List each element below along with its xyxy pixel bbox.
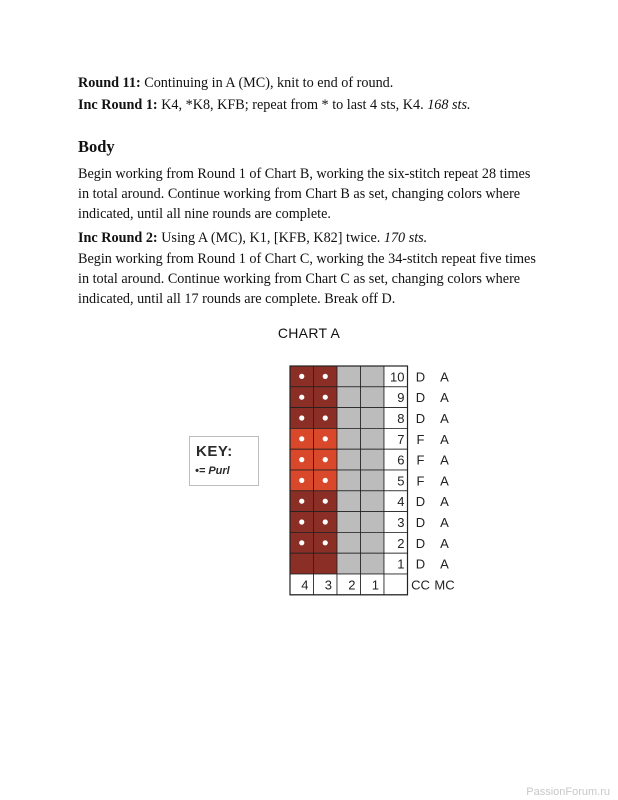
purl-dot (323, 519, 328, 524)
stitch-number-label: 3 (324, 577, 332, 593)
row-number-label: 1 (397, 556, 405, 572)
stitch-number-label: 1 (371, 577, 379, 593)
mc-header: MC (434, 577, 455, 593)
purl-dot (299, 374, 304, 379)
purl-dot (299, 478, 304, 483)
key-purl-text: = Purl (198, 465, 230, 477)
row-cc-label: D (415, 515, 426, 530)
row-mc-label: A (440, 556, 449, 572)
chart-c-text: Begin working from Round 1 of Chart C, working the 34-stitch repeat five times in total around. Continue working from Chart C as set, changing colors where indicated, until all 17 rounds are complete. Break off D. (78, 251, 536, 307)
row-number-label: 4 (397, 494, 405, 510)
row-mc-label: A (440, 431, 449, 447)
row-cc-label: F (416, 473, 425, 489)
watermark: PassionForum.ru (526, 786, 610, 798)
stitch-number-label: 2 (348, 577, 356, 593)
row-cc-label: D (415, 369, 426, 385)
row-number-label: 6 (397, 452, 405, 468)
row-number-label: 5 (397, 473, 405, 489)
chart-cell (361, 470, 385, 491)
row-cc-label: D (415, 411, 426, 426)
row-number-label: 2 (397, 535, 405, 551)
row-cc-label: D (415, 390, 426, 406)
chart-cell (361, 408, 385, 429)
chart-cell (337, 553, 361, 574)
purl-dot (323, 395, 328, 400)
chart-cell (337, 512, 361, 533)
row-mc-label: A (440, 411, 449, 426)
chart-cell (361, 449, 385, 470)
chart-cell (361, 532, 385, 553)
key-title: KEY: (196, 443, 233, 460)
purl-dot (323, 415, 328, 420)
row-number-label: 10 (390, 369, 405, 385)
row-mc-label: A (440, 515, 449, 530)
purl-dot (299, 395, 304, 400)
row-cc-label: D (415, 494, 426, 510)
inc-round-1-count: 168 sts. (427, 97, 471, 113)
row-mc-label: A (440, 452, 449, 468)
chart-cell (337, 366, 361, 387)
chart-cell (337, 428, 361, 449)
chart-cell (361, 366, 385, 387)
row-mc-label: A (440, 369, 449, 385)
purl-dot (299, 457, 304, 462)
chart-cell (361, 553, 385, 574)
inc-round-2-label: Inc Round 2: (78, 230, 158, 246)
chart-cell (337, 470, 361, 491)
chart-b-text: Begin working from Round 1 of Chart B, working the six-stitch repeat 28 times in total around. Continue working from Chart B as set, changing colors where indicated, until all nine rounds are complete. (78, 166, 531, 222)
purl-dot (323, 499, 328, 504)
row-cc-label: D (415, 535, 426, 551)
round-11-text: Continuing in A (MC), knit to end of round. (140, 75, 394, 91)
row-number-label: 8 (397, 411, 405, 426)
row-cc-label: F (416, 431, 425, 447)
chart-cell (337, 532, 361, 553)
purl-dot-icon: • (195, 465, 199, 477)
purl-dot (323, 374, 328, 379)
row-mc-label: A (440, 535, 449, 551)
chart-cell (337, 408, 361, 429)
inc-round-2-count: 170 sts. (383, 230, 428, 246)
corner-cell (384, 574, 408, 595)
purl-dot (323, 540, 328, 545)
chart-cell (314, 553, 338, 574)
round-11-label: Round 11: (78, 75, 141, 91)
chart-cell (290, 553, 314, 574)
row-number-label: 3 (397, 515, 405, 530)
row-mc-label: A (440, 390, 449, 406)
purl-dot (299, 519, 304, 524)
chart-cell (361, 512, 385, 533)
chart-cell (337, 387, 361, 408)
purl-dot (323, 436, 328, 441)
purl-dot (299, 415, 304, 420)
inc-round-1-label: Inc Round 1: (78, 97, 158, 113)
row-number-label: 7 (397, 431, 405, 447)
chart-cell (337, 449, 361, 470)
chart-cell (361, 491, 385, 512)
row-mc-label: A (440, 473, 449, 489)
chart-title: CHART A (277, 325, 341, 341)
stitch-number-label: 4 (301, 577, 309, 593)
chart-cell (361, 428, 385, 449)
purl-dot (299, 436, 304, 441)
purl-dot (323, 478, 328, 483)
row-mc-label: A (440, 494, 449, 510)
inc-round-1-text: K4, *K8, KFB; repeat from * to last 4 sts, K4. (157, 97, 428, 113)
cc-header: CC (411, 577, 430, 593)
chart-cell (337, 491, 361, 512)
row-cc-label: D (415, 556, 426, 572)
body-heading: Body (78, 137, 115, 156)
purl-dot (299, 499, 304, 504)
purl-dot (299, 540, 304, 545)
row-cc-label: F (416, 452, 425, 468)
row-number-label: 9 (397, 390, 405, 406)
chart-cell (361, 387, 385, 408)
purl-dot (323, 457, 328, 462)
inc-round-2-text: Using A (MC), K1, [KFB, K82] twice. (157, 230, 384, 246)
